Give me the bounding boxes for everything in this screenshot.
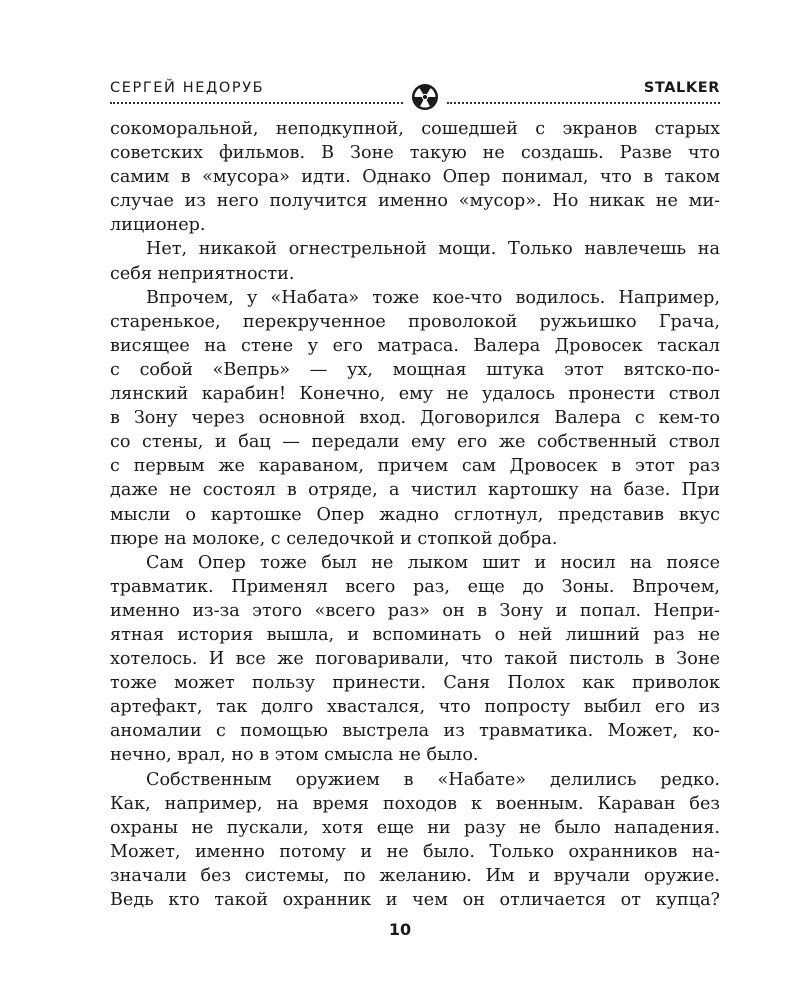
- running-header: [110, 78, 720, 108]
- text-line: Впрочем, у «Набата» тоже кое-что водилось. Например,: [146, 287, 720, 308]
- text-line: артефакт, так долго хвастался, что попросту выбил его из: [110, 697, 720, 718]
- text-line: даже не состоял в отряде, а чистил картошку на базе. При: [110, 480, 720, 501]
- author-name: СЕРГЕЙ НЕДОРУБ: [110, 80, 265, 96]
- text-line: ятная история вышла, и вспоминать о ней лишний раз не: [110, 624, 720, 645]
- page-body-text: [110, 117, 720, 912]
- text-line: мысли о картошке Опер жадно сглотнул, представив вкус: [110, 504, 720, 525]
- text-line: лиционер.: [110, 215, 206, 236]
- text-line: в Зону через основной вход. Договорился Валера с кем-то: [110, 408, 720, 429]
- series-title: STALKER: [643, 80, 720, 96]
- text-line: Как, например, на время походов к военным. Караван без: [110, 793, 720, 814]
- header-dotted-rule-right: [447, 102, 720, 104]
- text-line: травматик. Применял всего раз, еще до Зоны. Впрочем,: [110, 576, 720, 597]
- text-line: Собственным оружием в «Набате» делились редко.: [146, 769, 720, 790]
- text-line: Ведь кто такой охранник и чем он отличается от купца?: [110, 890, 720, 910]
- radiation-icon: [411, 83, 439, 111]
- text-line: Может, именно потому и не было. Только охранников на-: [110, 841, 720, 862]
- text-line: себя неприятности.: [110, 263, 295, 284]
- text-line: висящее на стене у его матраса. Валера Дровосек таскал: [110, 335, 720, 356]
- header-dotted-rule-left: [110, 102, 403, 104]
- text-line: самим в «мусора» идти. Однако Опер понимал, что в таком: [110, 167, 720, 188]
- text-line: значали без системы, по желанию. Им и вручали оружие.: [110, 865, 720, 886]
- text-line: советских фильмов. В Зоне такую не создашь. Разве что: [110, 143, 720, 164]
- text-line: старенькое, перекрученное проволокой ружьишко Грача,: [110, 311, 720, 332]
- text-line: с первым же караваном, причем сам Дровосек в этот раз: [110, 456, 720, 477]
- text-line: хотелось. И все же поговаривали, что такой пистоль в Зоне: [110, 649, 720, 670]
- text-line: сокоморальной, неподкупной, сошедшей с экранов старых: [110, 119, 720, 139]
- text-line: с собой «Вепрь» — ух, мощная штука этот вятско-по-: [110, 359, 720, 380]
- text-line: аномалии с помощью выстрела из травматика. Может, ко-: [110, 721, 720, 742]
- text-line: нечно, врал, но в этом смысла не было.: [110, 745, 479, 766]
- text-line: случае из него получится именно «мусор». Но никак не ми-: [110, 191, 720, 212]
- text-line: тоже может пользу принести. Саня Полох как приволок: [110, 673, 720, 694]
- text-line: Сам Опер тоже был не лыком шит и носил на поясе: [146, 552, 720, 573]
- text-line: пюре на молоке, с селедочкой и стопкой добра.: [110, 528, 558, 549]
- text-line: со стены, и бац — передали ему его же собственный ствол: [110, 432, 720, 453]
- page-number: 10: [388, 920, 412, 939]
- text-line: лянский карабин! Конечно, ему не удалось пронести ствол: [110, 384, 720, 405]
- text-line: охраны не пускали, хотя еще ни разу не было нападения.: [110, 817, 720, 838]
- text-line: именно из-за этого «всего раз» он в Зону и попал. Непри-: [110, 600, 720, 621]
- text-line: Нет, никакой огнестрельной мощи. Только навлечешь на: [146, 239, 720, 260]
